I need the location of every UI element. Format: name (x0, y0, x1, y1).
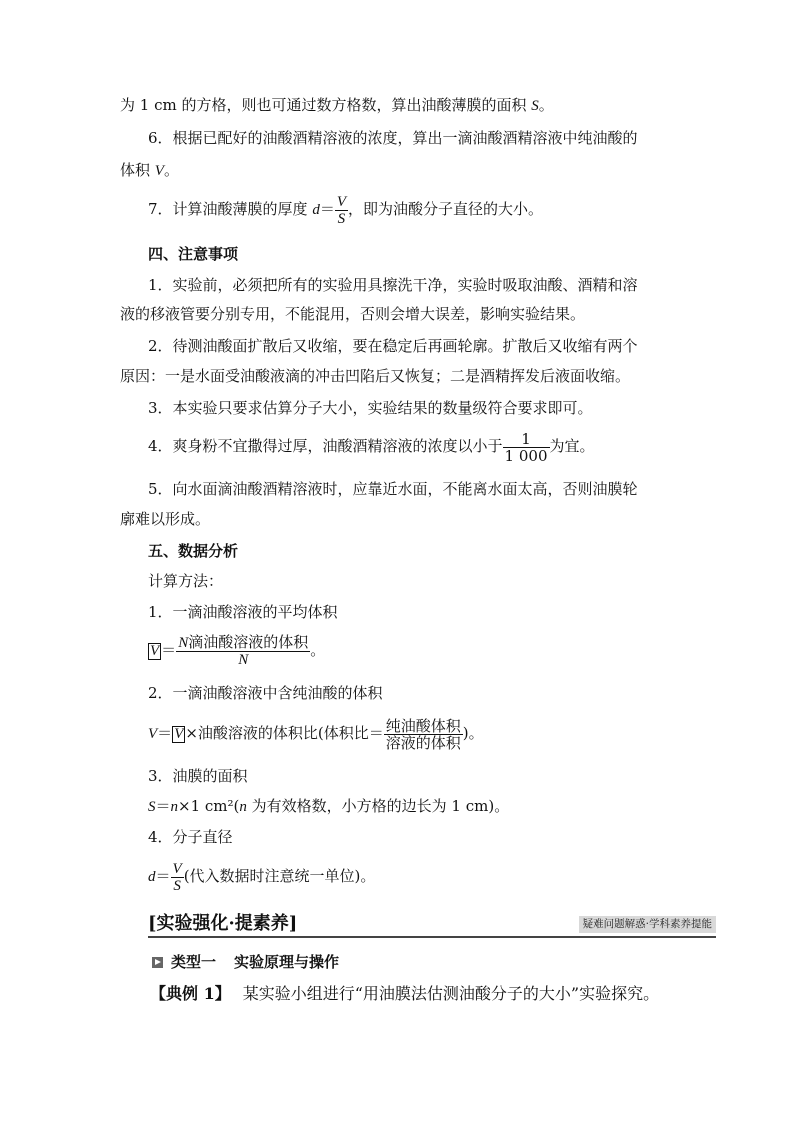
text: 为 1 cm 的方格，则也可通过数方格数，算出油酸薄膜的面积 (120, 96, 532, 114)
paragraph-line (120, 95, 554, 116)
formula-3 (148, 796, 509, 817)
note-1b: 液的移液管要分别专用，不能混用，否则会增大误差，影响实验结果。 (120, 305, 586, 323)
fraction (384, 718, 463, 751)
text: 体积 (120, 161, 155, 179)
var-n: n (239, 799, 247, 815)
note-1a: 1．实验前，必须把所有的实验用具擦洗干净，实验时吸取油酸、酒精和溶 (148, 276, 638, 294)
var-n: N (178, 635, 189, 651)
banner-tag: 疑难问题解惑·学科素养提能 (579, 916, 716, 933)
text: ×1 cm²( (178, 797, 240, 815)
note-4 (148, 426, 595, 466)
item-3: 3．油膜的面积 (148, 767, 248, 785)
var-v: V (148, 726, 158, 742)
section-heading: 四、注意事项 (148, 245, 239, 263)
formula-2 (148, 712, 484, 755)
fraction (503, 431, 550, 464)
fraction (171, 861, 184, 894)
text: ×油酸溶液的体积比(体积比＝ (185, 724, 384, 742)
section-heading: 五、数据分析 (148, 542, 239, 560)
boxed-v: V (174, 726, 184, 742)
banner-title: [实验强化·提素养] (148, 913, 298, 934)
numerator: 滴油酸溶液的体积 (188, 633, 309, 651)
text: 。 (538, 96, 554, 114)
item-2: 2．一滴油酸溶液中含纯油酸的体积 (148, 684, 383, 702)
item-1: 1．一滴油酸溶液的平均体积 (148, 603, 338, 621)
example-line (150, 984, 659, 1004)
text: (代入数据时注意统一单位)。 (183, 867, 376, 885)
method-label: 计算方法： (148, 572, 224, 590)
equals: ＝ (161, 641, 177, 659)
example-label: 【典例 1】 (150, 984, 231, 1003)
note-5a: 5．向水面滴油酸酒精溶液时，应靠近水面，不能离水面太高，否则油膜轮 (148, 480, 638, 498)
equals: ＝ (155, 867, 171, 885)
play-triangle-icon (152, 957, 163, 968)
text: )。 (462, 724, 484, 742)
note-2a: 2．待测油酸面扩散后又收缩，要在稳定后再画轮廓。扩散后又收缩有两个 (148, 337, 638, 355)
section-banner (148, 912, 716, 938)
var-n: n (170, 799, 179, 815)
step-7 (148, 190, 543, 229)
boxed-v: V (150, 643, 160, 659)
type-title: 实验原理与操作 (234, 953, 340, 971)
numerator: 纯油酸体积 (385, 716, 461, 735)
note-5b: 廓难以形成。 (120, 510, 211, 528)
formula-1 (148, 630, 325, 670)
numerator: V (336, 193, 347, 210)
text: 为有效格数，小方格的边长为 1 cm)。 (246, 797, 510, 815)
fraction (176, 634, 310, 668)
denominator: N (238, 652, 249, 668)
text: 。 (163, 161, 179, 179)
equals: ＝ (155, 797, 171, 815)
denominator: S (337, 210, 346, 227)
note-2b: 原因：一是水面受油酸液滴的冲击凹陷后又恢复；二是酒精挥发后液面收缩。 (120, 367, 631, 385)
numerator: 1 (503, 431, 550, 448)
fraction (335, 194, 348, 227)
denominator: 1 000 (504, 446, 548, 465)
text: 为宜。 (549, 437, 595, 455)
text: ，即为油酸分子直径的大小。 (348, 200, 544, 218)
text: 。 (310, 641, 326, 659)
var-d: d (148, 869, 156, 885)
denominator: 溶液的体积 (385, 733, 461, 752)
type-label: 类型一 (171, 953, 217, 971)
type-heading (152, 952, 339, 972)
note-3: 3．本实验只要求估算分子大小，实验结果的数量级符合要求即可。 (148, 399, 593, 417)
denominator: S (173, 877, 181, 894)
numerator: V (172, 860, 182, 877)
equals: ＝ (319, 200, 335, 218)
equals: ＝ (157, 724, 173, 742)
var-d: d (312, 202, 320, 218)
text: 4．爽身粉不宜撒得过厚，油酸酒精溶液的浓度以小于 (148, 437, 503, 455)
item-4: 4．分子直径 (148, 828, 233, 846)
var-v: V (154, 163, 164, 179)
formula-4 (148, 856, 375, 897)
paragraph-line (120, 160, 179, 181)
var-s: S (148, 799, 156, 815)
text: 7．计算油酸薄膜的厚度 (148, 200, 313, 218)
var-s: S (531, 98, 539, 114)
step-6: 6．根据已配好的油酸酒精溶液的浓度，算出一滴油酸酒精溶液中纯油酸的 (148, 129, 638, 147)
example-text: 某实验小组进行“用油膜法估测油酸分子的大小”实验探究。 (242, 984, 660, 1003)
